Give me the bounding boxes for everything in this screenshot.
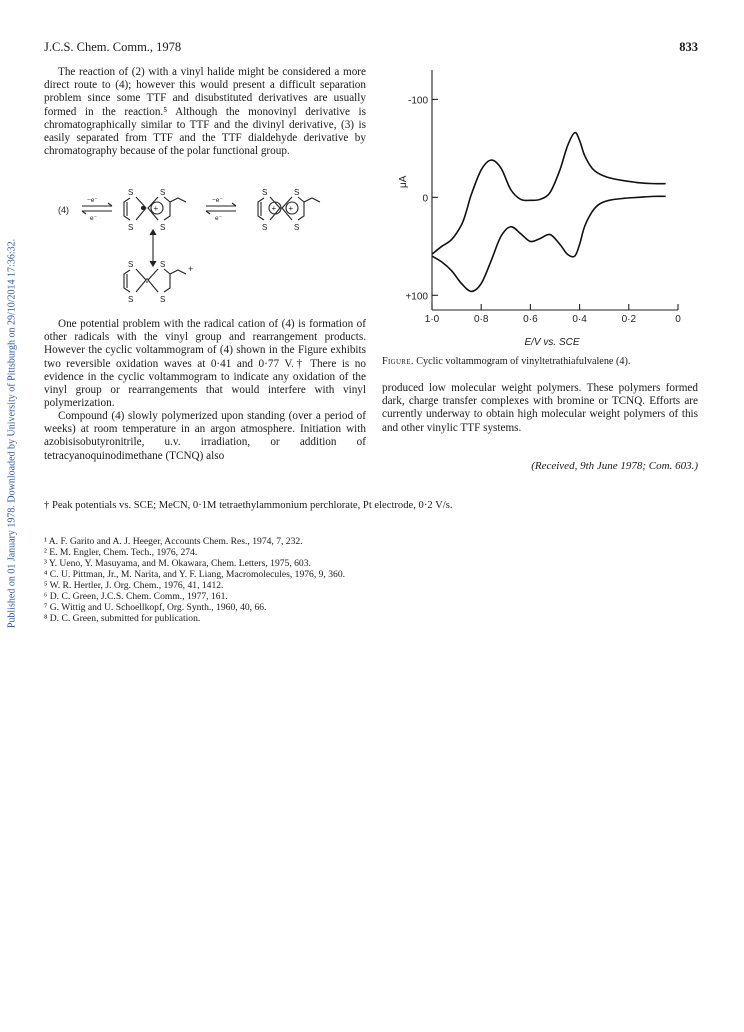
reference-item: ¹ A. F. Garito and A. J. Heeger, Accounts Chem. Res., 1974, 7, 232. — [44, 536, 303, 547]
svg-text:S: S — [160, 223, 166, 232]
rearranged-structure — [124, 260, 193, 304]
svg-text:S: S — [262, 188, 268, 197]
cv-trace-forward — [432, 133, 666, 255]
arrow-1-top-label: −e⁻ — [87, 197, 98, 204]
x-tick-label: 0·4 — [572, 314, 587, 325]
right-paragraph: produced low molecular weight polymers. These polymers formed dark, charge transfer complexes with bromine or TCNQ. Efforts are currently underway to obtain high molecular weight polymers of this and other vinylic TTF systems. — [382, 382, 698, 434]
compound-label: (4) — [58, 205, 69, 215]
page-number: 833 — [679, 40, 698, 54]
reaction-scheme — [56, 180, 356, 310]
svg-text:S: S — [294, 188, 300, 197]
radical-dot — [142, 207, 145, 210]
reference-item: ⁶ D. C. Green, J.C.S. Chem. Comm., 1977, 161. — [44, 591, 228, 602]
svg-text:S: S — [128, 188, 134, 197]
reference-item: ⁷ G. Wittig and U. Schoellkopf, Org. Synth., 1960, 40, 66. — [44, 602, 267, 613]
x-axis-label: E/V vs. SCE — [524, 337, 580, 348]
reference-item: ⁸ D. C. Green, submitted for publication. — [44, 613, 201, 624]
dication-structure — [258, 188, 320, 232]
footnote: † Peak potentials vs. SCE; MeCN, 0·1M tetraethylammonium perchlorate, Pt electrode, 0·2 V/s. — [44, 500, 453, 511]
arrow-1-bottom-label: e⁻ — [90, 215, 98, 222]
x-tick-label: 0·6 — [523, 314, 538, 325]
x-tick-label: 0·8 — [473, 314, 489, 325]
svg-text:S: S — [128, 223, 134, 232]
reference-item: ⁴ C. U. Pittman, Jr., M. Narita, and Y. F. Liang, Macromolecules, 1976, 9, 360. — [44, 569, 346, 580]
received-line: (Received, 9th June 1978; Com. 603.) — [531, 460, 698, 472]
reference-item: ² E. M. Engler, Chem. Tech., 1976, 274. — [44, 547, 198, 558]
svg-text:S: S — [128, 260, 134, 269]
svg-text:S: S — [160, 260, 166, 269]
y-tick-label: -100 — [407, 95, 428, 107]
x-tick-label: 0·2 — [621, 314, 637, 325]
x-tick-label: 1·0 — [424, 314, 440, 325]
svg-text:+: + — [288, 204, 294, 213]
svg-text:S: S — [160, 295, 166, 304]
svg-text:S: S — [294, 223, 300, 232]
reference-item: ³ Y. Ueno, Y. Masuyama, and M. Okawara, Chem. Letters, 1975, 603. — [44, 558, 311, 569]
x-tick-label: 0 — [675, 314, 681, 325]
download-note: Published on 01 January 1978. Downloaded by University of Pittsburgh on 29/10/2014 17:36:32. — [6, 238, 18, 629]
paragraph-2: One potential problem with the radical cation of (4) is formation of other radicals with the vinyl group and rearrangement products. However the cyclic voltammogram of (4) shown in the Figure exhibits two reversible oxidation waves at 0·41 and 0·77 V.† There is no evidence in the cyclic voltammogram to indicate any oxidation of the vinyl group or rearrangements that would interfere with vinyl polymerization. — [44, 318, 366, 410]
references-list — [44, 536, 345, 624]
running-header: J.C.S. Chem. Comm., 1978 — [44, 40, 182, 54]
paragraph-3: Compound (4) slowly polymerized upon standing (over a period of weeks) at room temperature in an argon atmosphere. Initiation with azobisisobutyronitrile, u.v. irradiation, or addition of tetracyanoquinodimethane (TCNQ) also — [44, 410, 366, 462]
figure-caption — [382, 356, 698, 368]
cyclic-voltammogram-chart — [380, 62, 700, 352]
arrow-2-top-label: −e⁻ — [212, 197, 223, 204]
svg-text:S: S — [160, 188, 166, 197]
reference-item: ⁵ W. R. Hertler, J. Org. Chem., 1976, 41, 1412. — [44, 580, 224, 591]
figure-caption-label: Figure. — [382, 356, 414, 367]
radical-cation-structure — [124, 188, 186, 232]
paragraph-1: The reaction of (2) with a vinyl halide might be considered a more direct route to (4); however this would present a difficult separation problem since some TTF and disubstituted derivatives are usually formed in the reaction.⁵ Although the monovinyl derivative is chromatographically similar to TTF and the divinyl derivative, (3) is easily separated from TTF and the TTF dialdehyde derivative by chromatography because of the polar functional group. — [44, 66, 366, 158]
y-tick-label: 0 — [422, 193, 428, 205]
figure-caption-text: Cyclic voltammogram of vinyltetrathiafulvalene (4). — [416, 356, 631, 367]
svg-text:+: + — [271, 204, 277, 213]
svg-text:S: S — [262, 223, 268, 232]
arrow-2-bottom-label: e⁻ — [215, 215, 223, 222]
y-tick-label: +100 — [405, 291, 428, 303]
svg-text:S: S — [128, 295, 134, 304]
y-axis-label: μA — [398, 175, 409, 188]
svg-text:+: + — [153, 204, 159, 213]
svg-text:+: + — [188, 264, 194, 274]
